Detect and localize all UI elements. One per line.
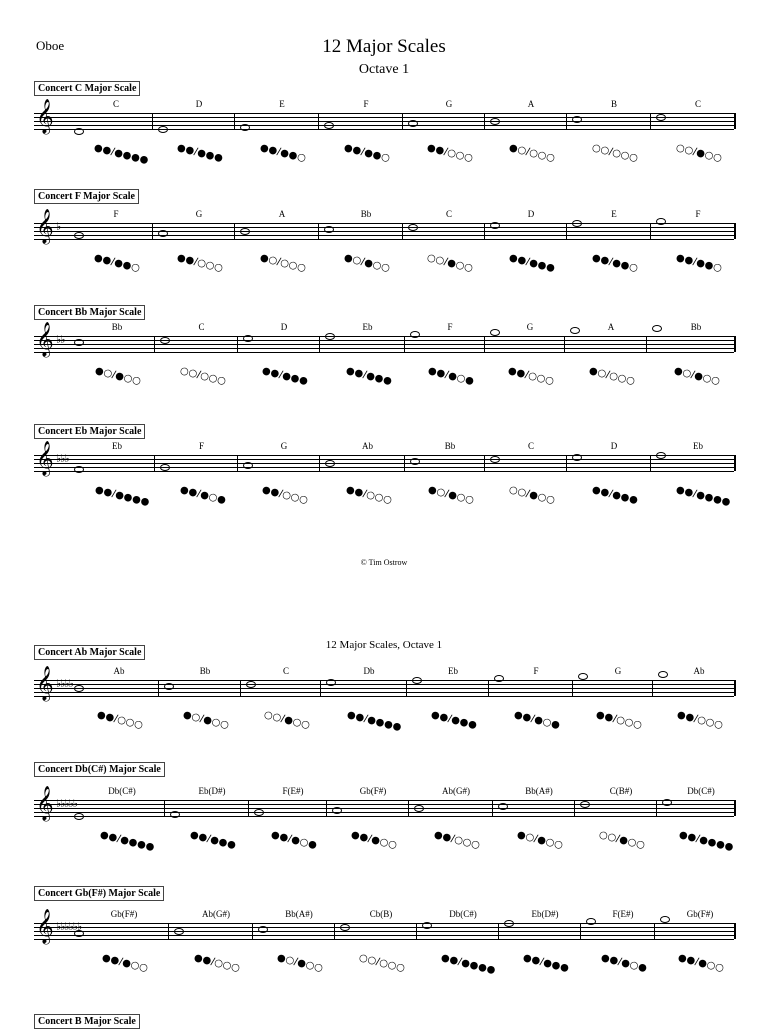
fingering-chart-icon: ●●/●○○ (349, 829, 399, 852)
barline (580, 923, 581, 939)
fingering-chart-icon: ●●/●○● (599, 952, 649, 975)
fingering-chart-icon: ●●/●●●● (439, 952, 497, 977)
note-name: Bb(A#) (525, 786, 553, 796)
whole-note (586, 918, 596, 925)
note-name: D (280, 322, 288, 332)
note-name: Bb (360, 209, 372, 219)
fingering-chart-icon: ●●/●●● (521, 952, 571, 975)
barline (564, 336, 565, 352)
whole-note (243, 335, 253, 342)
treble-clef-icon: 𝄞 (36, 786, 54, 821)
note-name: C (694, 99, 701, 109)
staff-line (34, 800, 734, 801)
barline (574, 800, 575, 816)
note-name: Gb(F#) (110, 909, 138, 919)
whole-note (652, 325, 662, 332)
scale-label: Concert Ab Major Scale (34, 645, 145, 660)
note-name: Db (363, 666, 375, 676)
staff-line (34, 455, 734, 456)
barline (498, 923, 499, 939)
note-name: F (113, 209, 119, 219)
barline (484, 336, 485, 352)
note-name: Bb(A#) (285, 909, 313, 919)
whole-note (656, 452, 666, 459)
fingering-chart-icon: ●●/●○● (178, 484, 227, 507)
key-signature: ♭♭♭♭ (56, 678, 73, 690)
note-name: G (195, 209, 203, 219)
note-name: Eb (362, 322, 373, 332)
whole-note (408, 120, 418, 127)
note-name: D (195, 99, 203, 109)
note-name: A (607, 322, 615, 332)
barline (402, 113, 403, 129)
fingering-chart-icon: ●●/●○○ (100, 952, 150, 975)
whole-note (490, 456, 500, 463)
staff-line (34, 692, 734, 693)
note-name: C (282, 666, 289, 676)
fingering-chart-icon: ●●/○○○ (675, 709, 725, 732)
barline (248, 800, 249, 816)
fingering-chart-icon: ●○/●○○ (672, 365, 722, 388)
staff-line (34, 121, 734, 122)
fingering-chart-icon: ●●/●●○ (258, 142, 308, 165)
scale-label: Concert Eb Major Scale (34, 424, 145, 439)
treble-clef-icon: 𝄞 (36, 99, 54, 134)
barline (152, 223, 153, 239)
barline (416, 923, 417, 939)
note-name: F (198, 441, 204, 451)
note-name: Eb(D#) (531, 909, 559, 919)
note-name: D (527, 209, 535, 219)
note-name: Eb (448, 666, 458, 676)
whole-note (74, 813, 84, 820)
fingering-chart-icon: ●●/○○○ (344, 484, 393, 507)
scale-label: Concert Db(C#) Major Scale (34, 762, 165, 777)
staff-line (34, 340, 734, 341)
key-signature: ♭ (56, 221, 61, 233)
whole-note (658, 671, 668, 678)
note-name: Db(C#) (108, 786, 136, 796)
fingering-chart-icon: ●●/○○○ (594, 709, 644, 732)
whole-note (340, 924, 350, 931)
barline (654, 923, 655, 939)
fingering-chart-icon: ●●/●●●● (92, 142, 150, 167)
whole-note (74, 232, 84, 239)
final-barline (734, 113, 736, 129)
note-name: Eb (693, 441, 703, 451)
note-name: F (533, 666, 539, 676)
whole-note (74, 339, 84, 346)
staff-line (34, 231, 734, 232)
final-barline (734, 680, 736, 696)
whole-note (160, 337, 170, 344)
fingering-chart-icon: ●●/●●● (590, 484, 640, 507)
scale-label: Concert Bb Major Scale (34, 305, 145, 320)
staff-line (34, 463, 734, 464)
fingering-chart-icon: ●●/●○○ (676, 952, 726, 975)
staff-line (34, 812, 734, 813)
note-name: G (445, 99, 453, 109)
whole-note (254, 809, 264, 816)
whole-note (490, 222, 500, 229)
whole-note (158, 230, 168, 237)
note-name: C(B#) (609, 786, 633, 796)
barline (237, 455, 238, 471)
note-name: G (614, 666, 622, 676)
barline (154, 455, 155, 471)
barline (404, 336, 405, 352)
note-name: Ab (362, 441, 373, 451)
fingering-chart-icon: ●●/○○○ (95, 709, 145, 732)
whole-note (164, 683, 174, 690)
barline (326, 800, 327, 816)
whole-note (158, 126, 168, 133)
note-name: Ab(G#) (442, 786, 470, 796)
barline (402, 223, 403, 239)
barline (656, 800, 657, 816)
barline (566, 223, 567, 239)
fingering-chart-icon: ●○/○○○ (587, 365, 637, 388)
note-name: Gb(F#) (359, 786, 387, 796)
staff-line (34, 344, 734, 345)
treble-clef-icon: 𝄞 (36, 666, 54, 701)
whole-note (160, 464, 170, 471)
whole-note (570, 327, 580, 334)
whole-note (412, 677, 422, 684)
whole-note (580, 801, 590, 808)
fingering-chart-icon: ●●/●○● (512, 709, 562, 732)
staff-line (34, 808, 734, 809)
staff-line (34, 935, 734, 936)
barline (252, 923, 253, 939)
key-signature: ♭♭♭ (56, 453, 69, 465)
barline (237, 336, 238, 352)
staff-line (34, 471, 734, 472)
whole-note (326, 679, 336, 686)
staff-line (34, 467, 734, 468)
whole-note (490, 118, 500, 125)
staff-line (34, 113, 734, 114)
whole-note (258, 926, 268, 933)
whole-note (325, 333, 335, 340)
barline (484, 223, 485, 239)
scale-label: Concert B Major Scale (34, 1014, 140, 1029)
staff-line (34, 931, 734, 932)
fingering-chart-icon: ○○/●○○ (425, 252, 475, 275)
staff-line (34, 227, 734, 228)
fingering-chart-icon: ●●/●○● (426, 365, 476, 388)
whole-note (422, 922, 432, 929)
note-name: F(E#) (282, 786, 304, 796)
final-barline (734, 223, 736, 239)
key-signature: ♭♭♭♭♭ (56, 798, 77, 810)
barline (572, 680, 573, 696)
fingering-chart-icon: ●●/●●●● (677, 829, 735, 854)
note-name: Db(C#) (687, 786, 715, 796)
note-name: C (527, 441, 534, 451)
barline (154, 336, 155, 352)
note-name: Eb (112, 441, 122, 451)
barline (650, 223, 651, 239)
fingering-chart-icon: ●●/●●●● (674, 484, 732, 509)
page2-header: 12 Major Scales, Octave 1 (325, 639, 443, 651)
staff-line (34, 352, 734, 353)
key-signature: ♭♭ (56, 334, 65, 346)
staff-line (34, 223, 734, 224)
barline (240, 680, 241, 696)
fingering-chart-icon: ○○/○○○ (590, 142, 640, 165)
note-name: Bb (690, 322, 702, 332)
fingering-chart-icon: ○○/●○○ (597, 829, 647, 852)
final-barline (734, 800, 736, 816)
whole-note (408, 224, 418, 231)
note-name: Eb(D#) (198, 786, 226, 796)
fingering-chart-icon: ●●/●●● (260, 365, 310, 388)
barline (408, 800, 409, 816)
fingering-chart-icon: ●●/○○○ (425, 142, 475, 165)
key-signature: ♭♭♭♭♭♭ (56, 921, 82, 933)
fingering-chart-icon: ●○/●○○ (181, 709, 231, 732)
barline (646, 336, 647, 352)
whole-note (74, 466, 84, 473)
whole-note (490, 329, 500, 336)
barline (318, 223, 319, 239)
staff-line (34, 684, 734, 685)
note-name: E (611, 209, 617, 219)
note-name: G (280, 441, 288, 451)
scale-label: Concert C Major Scale (34, 81, 140, 96)
barline (164, 800, 165, 816)
note-name: F (363, 99, 369, 109)
fingering-chart-icon: ●○/●○○ (93, 365, 143, 388)
staff-line (34, 804, 734, 805)
fingering-chart-icon: ○○/●○○ (507, 484, 557, 507)
fingering-chart-icon: ○○/●○○ (262, 709, 312, 732)
whole-note (494, 675, 504, 682)
note-name: Ab (113, 666, 125, 676)
barline (652, 680, 653, 696)
note-name: E (279, 99, 285, 109)
treble-clef-icon: 𝄞 (36, 209, 54, 244)
note-name: A (527, 99, 535, 109)
fingering-chart-icon: ●●/○○○ (506, 365, 556, 388)
fingering-chart-icon: ●●/○○○ (175, 252, 225, 275)
whole-note (498, 803, 508, 810)
fingering-chart-icon: ●●/●●● (175, 142, 225, 165)
fingering-chart-icon: ●○/●○○ (515, 829, 565, 852)
whole-note (240, 124, 250, 131)
note-name: B (610, 99, 617, 109)
staff-line (34, 336, 734, 337)
whole-note (243, 462, 253, 469)
fingering-chart-icon: ●●/○○○ (260, 484, 310, 507)
page-title: 12 Major Scales (322, 36, 446, 57)
whole-note (662, 799, 672, 806)
fingering-chart-icon: ●●/●●○ (342, 142, 392, 165)
note-name: A (278, 209, 286, 219)
whole-note (572, 220, 582, 227)
fingering-chart-icon: ●○/●○○ (426, 484, 476, 507)
whole-note (572, 454, 582, 461)
staff-line (34, 117, 734, 118)
barline (566, 455, 567, 471)
fingering-chart-icon: ●●/●●● (507, 252, 557, 275)
note-name: F (447, 322, 453, 332)
fingering-chart-icon: ●●/●●● (188, 829, 238, 852)
whole-note (74, 685, 84, 692)
whole-note (410, 331, 420, 338)
copyright-notice: © Tim Ostrow (360, 558, 408, 567)
barline (484, 113, 485, 129)
fingering-chart-icon: ●○/●○○ (342, 252, 392, 275)
staff-line (34, 459, 734, 460)
fingering-chart-icon: ●●/●●●● (98, 829, 156, 854)
music-staff (34, 99, 734, 134)
barline (566, 113, 567, 129)
barline (234, 223, 235, 239)
fingering-chart-icon: ●●/●○● (269, 829, 319, 852)
note-name: G (526, 322, 534, 332)
barline (168, 923, 169, 939)
fingering-chart-icon: ○○/●○○ (674, 142, 724, 165)
fingering-chart-icon: ●○/○○○ (507, 142, 557, 165)
fingering-chart-icon: ●●/●●● (429, 709, 479, 732)
barline (488, 680, 489, 696)
whole-note (504, 920, 514, 927)
barline (484, 455, 485, 471)
whole-note (74, 930, 84, 937)
whole-note (660, 916, 670, 923)
whole-note (572, 116, 582, 123)
note-name: Bb (199, 666, 211, 676)
staff-line (34, 680, 734, 681)
staff-line (34, 348, 734, 349)
whole-note (324, 226, 334, 233)
staff-line (34, 696, 734, 697)
instrument-name: Oboe (36, 38, 65, 53)
fingering-chart-icon: ○○/○○○ (357, 952, 407, 975)
note-name: F (695, 209, 701, 219)
treble-clef-icon: 𝄞 (36, 322, 54, 357)
barline (334, 923, 335, 939)
note-name: C (198, 322, 205, 332)
staff-line (34, 939, 734, 940)
note-name: Db(C#) (449, 909, 477, 919)
whole-note (656, 114, 666, 121)
staff-line (34, 688, 734, 689)
fingering-chart-icon: ●●/●●●● (93, 484, 151, 509)
barline (320, 680, 321, 696)
fingering-chart-icon: ●●/●●● (344, 365, 393, 388)
fingering-chart-icon: ●●/●●○ (674, 252, 724, 275)
barline (650, 455, 651, 471)
whole-note (74, 128, 84, 135)
treble-clef-icon: 𝄞 (36, 909, 54, 944)
staff-line (34, 235, 734, 236)
whole-note (246, 681, 256, 688)
barline (404, 455, 405, 471)
note-name: Cb(B) (369, 909, 393, 919)
barline (406, 680, 407, 696)
staff-line (34, 125, 734, 126)
final-barline (734, 336, 736, 352)
whole-note (332, 807, 342, 814)
treble-clef-icon: 𝄞 (36, 441, 54, 476)
whole-note (414, 805, 424, 812)
fingering-chart-icon: ●●/●●●● (345, 709, 403, 734)
whole-note (325, 460, 335, 467)
final-barline (734, 455, 736, 471)
barline (158, 680, 159, 696)
note-name: F(E#) (612, 909, 634, 919)
staff-line (34, 239, 734, 240)
note-name: Bb (111, 322, 123, 332)
final-barline (734, 923, 736, 939)
fingering-chart-icon: ●●/●●○ (590, 252, 640, 275)
barline (234, 113, 235, 129)
note-name: Bb (444, 441, 456, 451)
whole-note (170, 811, 180, 818)
whole-note (324, 122, 334, 129)
note-name: Ab (693, 666, 705, 676)
scale-label: Concert Gb(F#) Major Scale (34, 886, 164, 901)
whole-note (578, 673, 588, 680)
note-name: Ab(G#) (202, 909, 230, 919)
staff-line (34, 129, 734, 130)
staff-line (34, 816, 734, 817)
whole-note (174, 928, 184, 935)
fingering-chart-icon: ○○/○○○ (178, 365, 227, 388)
barline (152, 113, 153, 129)
note-name: D (610, 441, 618, 451)
staff-line (34, 927, 734, 928)
page-subtitle: Octave 1 (358, 62, 410, 77)
barline (319, 336, 320, 352)
note-name: C (445, 209, 452, 219)
note-name: C (112, 99, 119, 109)
fingering-chart-icon: ●●/●●○ (92, 252, 142, 275)
barline (492, 800, 493, 816)
fingering-chart-icon: ●○/○○○ (258, 252, 308, 275)
fingering-chart-icon: ●●/○○○ (192, 952, 242, 975)
whole-note (656, 218, 666, 225)
barline (650, 113, 651, 129)
whole-note (410, 458, 420, 465)
fingering-chart-icon: ●○/●○○ (275, 952, 325, 975)
barline (319, 455, 320, 471)
fingering-chart-icon: ●●/○○○ (432, 829, 482, 852)
staff-line (34, 923, 734, 924)
scale-label: Concert F Major Scale (34, 189, 139, 204)
barline (318, 113, 319, 129)
whole-note (240, 228, 250, 235)
note-name: Gb(F#) (686, 909, 714, 919)
